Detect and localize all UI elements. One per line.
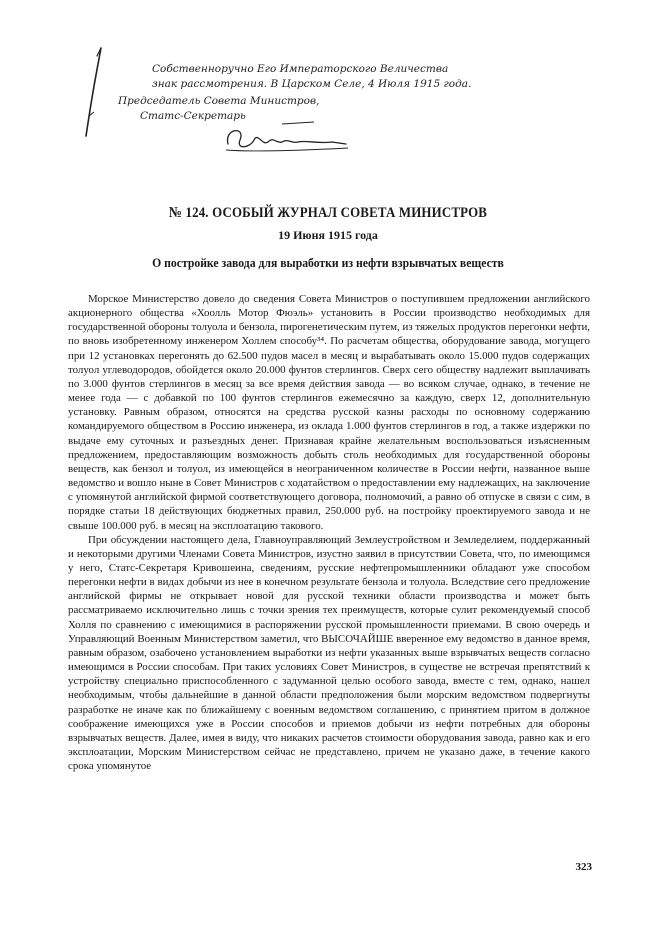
paragraph-1: Морское Министерство довело до сведения Совета Министров о поступившем предложении английского акционерного общества «Хоолль Мотор Фюэль» установить в России производство необходимых для государственной обороны толуола и бензола, пирогенетическим путем, из тяжелых продуктов перегонки нефти, по вновь изобретенному инженером Холлем способу³⁴. По расчетам общества, оборудование завода, могущего при 12 установках перегонять до 62.500 пудов масел в месяц и вырабатывать около 15.000 пудов содержащих толуол углеводородов, обойдется около 20.000 фунтов стерлингов. Сверх сего обществу надлежит выплачивать по 3.000 фунтов стерлингов в месяц за все время действия завода — во всяком случае, однако, в течение не менее года — с добавкой по 100 фунтов стерлингов ежемесячно за каждую, сверх 12, дополнительную установку. Равным образом, относятся на средства русской казны расходы по основному содержанию командируемого обществом в Россию инженера, из оклада 1.000 фунтов стерлингов в год, а также издержки по выдаче ему суточных и разъездных денег. Признавая крайне желательным воспользоваться изъясненным предложением, предоставляющим возможность добыть столь необходимых для государственной обороны веществ, как бензол и толуол, из имеющейся в неограниченном количестве в России нефти, названное выше ведомство и вошло ныне в Совет Министров с ходатайством о предоставлении ему надлежащих, на заключение с упомянутой английской фирмой соответствующего договора, полномочий, а равно об отпуске в связи с сим, в порядке статьи 18 действующих бюджетных правил, 250.000 руб. на постройку проектируемого завода и не свыше 100.000 руб. в месяц на эксплоатацию такового. [68, 293, 591, 532]
resolution-line-1: Собственноручно Его Императорского Величества [152, 63, 449, 75]
document-date: 19 Июня 1915 года [278, 228, 378, 242]
document-subject: О постройке завода для выработки из нефти взрывчатых веществ [152, 255, 504, 270]
resolution-line-4: Статс-Секретарь [140, 110, 246, 122]
handwritten-resolution [118, 62, 580, 124]
body-text [68, 292, 590, 773]
handwritten-signature [222, 118, 352, 158]
resolution-line-2: знак рассмотрения. В Царском Селе, 4 Июля 1915 года. [152, 78, 472, 90]
page-number: 323 [575, 861, 592, 873]
resolution-line-3: Председатель Совета Министров, [118, 95, 320, 107]
document-title: № 124. ОСОБЫЙ ЖУРНАЛ СОВЕТА МИНИСТРОВ [168, 205, 488, 221]
handwritten-approval-mark [80, 40, 124, 140]
paragraph-2: При обсуждении настоящего дела, Главноуправляющий Землеустройством и Земледелием, поддержанный и некоторыми другими Членами Совета Министров, изустно заявил в присутствии Совета, что, по имеющимся у него, Статс-Секретаря Кривошеина, сведениям, русские нефтепромышленники обладают уже способом перегонки нефти в видах добычи из нее в конечном результате бензола и толуола. Вследствие сего предложение английской фирмы не открывает новой для русской техники области производства и может быть рассматриваемо исключительно лишь с точки зрения тех преимуществ, которые сулит рекомендуемый способ Холля по сравнению с имеющимися в распоряжении русской промышленности приемами. В свою очередь и Управляющий Военным Министерством заметил, что ВЫСОЧАЙШЕ вверенное ему ведомство в данное время, равным образом, озабочено установлением выработки из нефти указанных выше взрывчатых веществ согласно имеющимся в России способам. При таких условиях Совет Министров, в существе не встречая препятствий к устройству специально приспособленного с задуманной целью особого завода, вместе с тем, однако, нашел необходимым, чтобы дальнейшие в данной области предположения были морским ведомством подвергнуты разработке не иначе как по ближайшему с военным ведомством соглашению, с принятием притом в должное соображение имеющихся уже в России способов и приемов добычи из нефти потребных для обороны взрывчатых веществ. Далее, имея в виду, что никаких расчетов стоимости оборудования завода, равно как и его эксплоатации, Морским Министерством сейчас не представлено, причем не указано даже, в течение какого срока упомянутое [68, 533, 590, 773]
